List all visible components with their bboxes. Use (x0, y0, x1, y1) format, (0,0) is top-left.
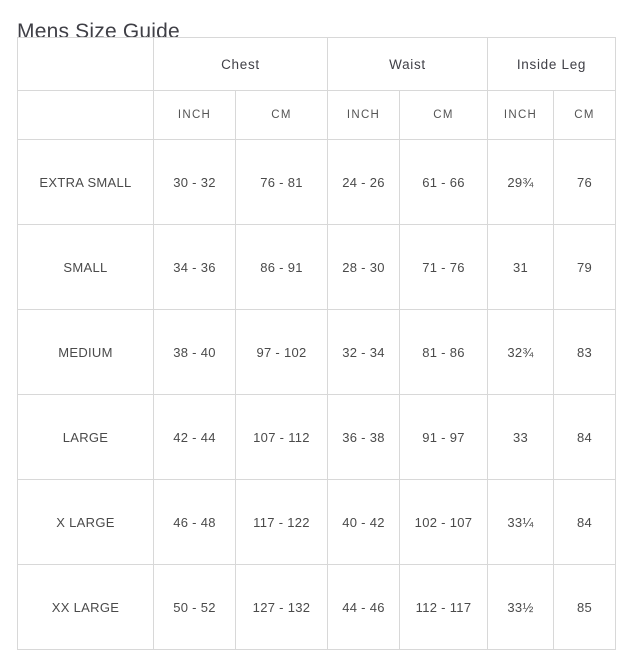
size-label: X LARGE (18, 480, 154, 565)
waist-cm-value: 102 - 107 (400, 480, 488, 565)
waist-inch-value: 36 - 38 (328, 395, 400, 480)
chest-cm-value: 76 - 81 (236, 140, 328, 225)
leg-inch-value: 31 (488, 225, 554, 310)
header-unit-leg-inch: INCH (488, 91, 554, 140)
header-unit-leg-cm: CM (554, 91, 616, 140)
header-unit-chest-inch: INCH (154, 91, 236, 140)
leg-inch-value: 33½ (488, 565, 554, 650)
header-unit-waist-cm: CM (400, 91, 488, 140)
leg-cm-value: 83 (554, 310, 616, 395)
page-title: Mens Size Guide (17, 20, 180, 44)
header-unit-corner-cell (18, 91, 154, 140)
table-body (18, 140, 616, 650)
table-row (18, 480, 616, 565)
chest-cm-value: 86 - 91 (236, 225, 328, 310)
chest-inch-value: 30 - 32 (154, 140, 236, 225)
leg-cm-value: 84 (554, 395, 616, 480)
header-group-chest: Chest (154, 38, 328, 91)
chest-cm-value: 117 - 122 (236, 480, 328, 565)
table-header (18, 38, 616, 140)
header-unit-row (18, 91, 616, 140)
waist-cm-value: 91 - 97 (400, 395, 488, 480)
waist-inch-value: 40 - 42 (328, 480, 400, 565)
waist-cm-value: 61 - 66 (400, 140, 488, 225)
leg-cm-value: 76 (554, 140, 616, 225)
waist-inch-value: 44 - 46 (328, 565, 400, 650)
chest-cm-value: 97 - 102 (236, 310, 328, 395)
table-row (18, 310, 616, 395)
header-group-inside-leg: Inside Leg (488, 38, 616, 91)
table-row (18, 225, 616, 310)
chest-inch-value: 50 - 52 (154, 565, 236, 650)
chest-cm-value: 107 - 112 (236, 395, 328, 480)
leg-cm-value: 79 (554, 225, 616, 310)
leg-inch-value: 29¾ (488, 140, 554, 225)
leg-inch-value: 32¾ (488, 310, 554, 395)
size-label: LARGE (18, 395, 154, 480)
table-row (18, 565, 616, 650)
header-unit-chest-cm: CM (236, 91, 328, 140)
waist-cm-value: 112 - 117 (400, 565, 488, 650)
header-group-row (18, 38, 616, 91)
table-row (18, 140, 616, 225)
waist-inch-value: 32 - 34 (328, 310, 400, 395)
header-group-waist: Waist (328, 38, 488, 91)
chest-inch-value: 38 - 40 (154, 310, 236, 395)
chest-inch-value: 42 - 44 (154, 395, 236, 480)
waist-cm-value: 71 - 76 (400, 225, 488, 310)
table-row (18, 395, 616, 480)
size-guide-table (17, 37, 616, 650)
leg-cm-value: 85 (554, 565, 616, 650)
leg-inch-value: 33¼ (488, 480, 554, 565)
size-label: XX LARGE (18, 565, 154, 650)
leg-inch-value: 33 (488, 395, 554, 480)
chest-cm-value: 127 - 132 (236, 565, 328, 650)
chest-inch-value: 34 - 36 (154, 225, 236, 310)
size-label: MEDIUM (18, 310, 154, 395)
size-label: EXTRA SMALL (18, 140, 154, 225)
waist-cm-value: 81 - 86 (400, 310, 488, 395)
header-unit-waist-inch: INCH (328, 91, 400, 140)
waist-inch-value: 28 - 30 (328, 225, 400, 310)
header-corner-cell (18, 38, 154, 91)
leg-cm-value: 84 (554, 480, 616, 565)
waist-inch-value: 24 - 26 (328, 140, 400, 225)
size-label: SMALL (18, 225, 154, 310)
chest-inch-value: 46 - 48 (154, 480, 236, 565)
